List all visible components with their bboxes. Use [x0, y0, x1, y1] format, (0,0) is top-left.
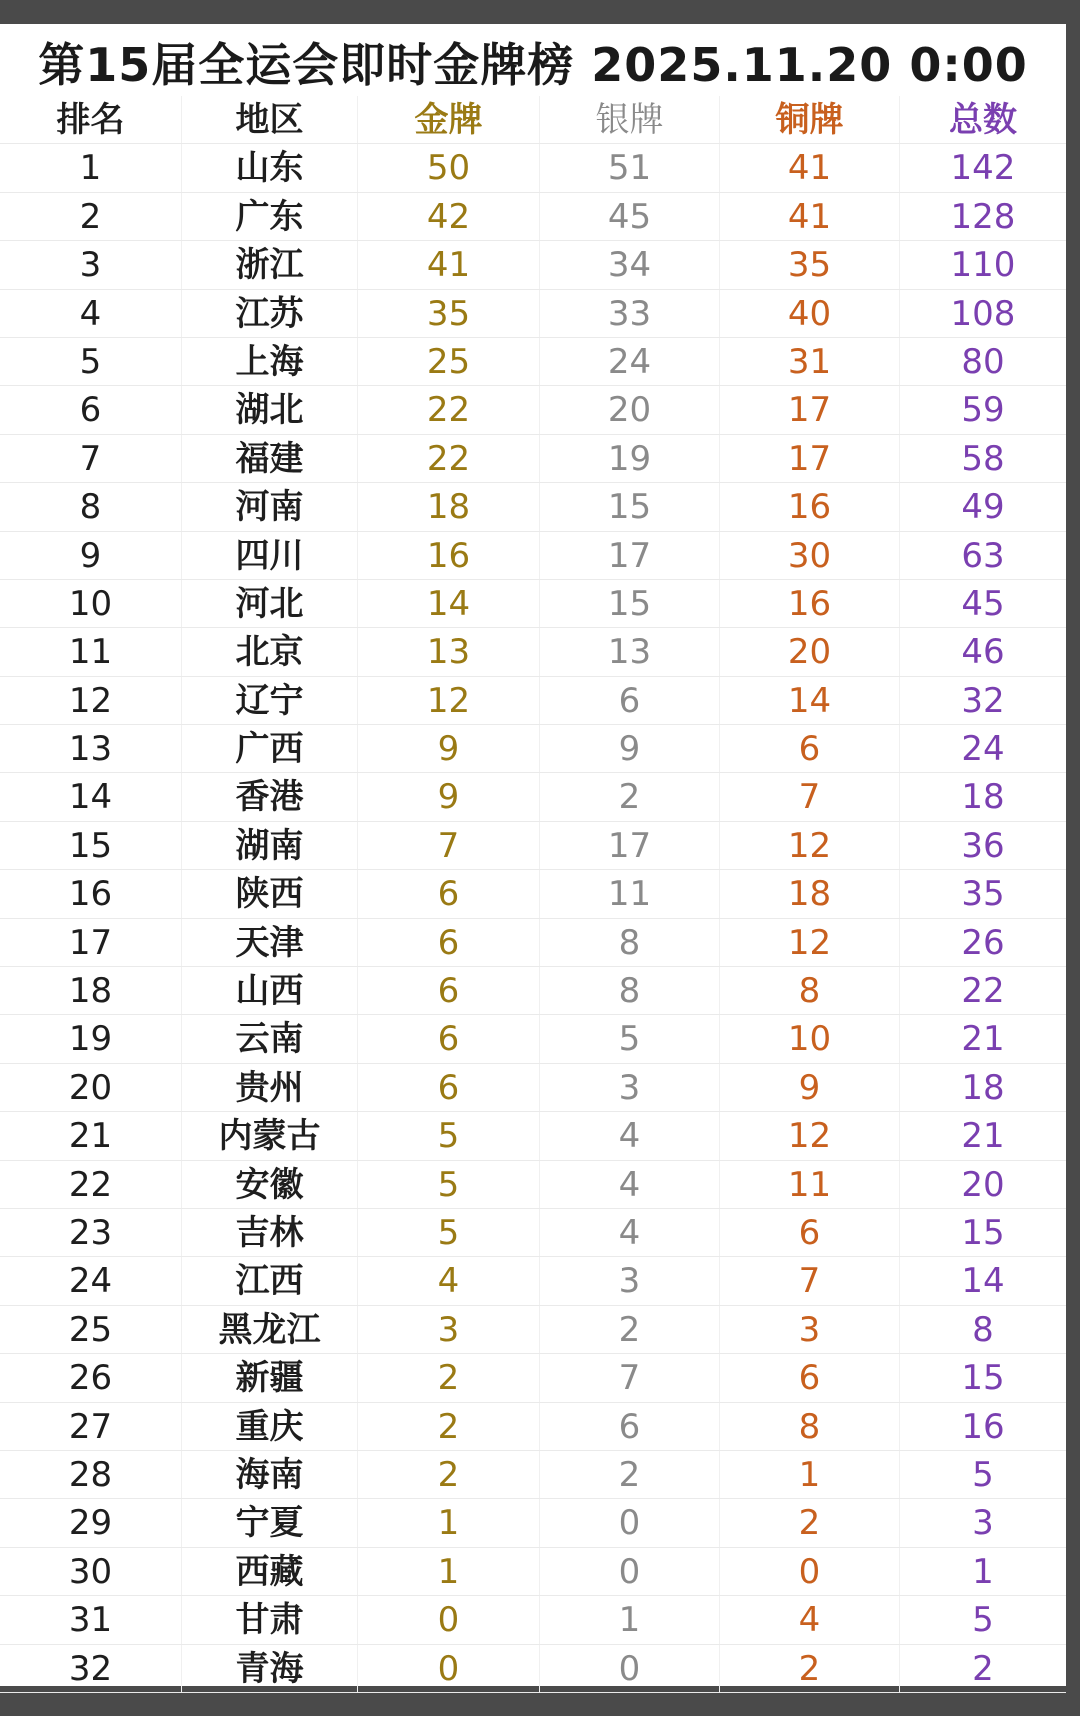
rank-cell: 8	[0, 483, 182, 530]
region-cell: 山东	[182, 144, 358, 191]
rank-cell: 29	[0, 1499, 182, 1546]
bronze-count-cell: 11	[720, 1161, 900, 1208]
rank-cell: 10	[0, 580, 182, 627]
gold-count-cell: 6	[358, 919, 540, 966]
bronze-count-cell: 6	[720, 1209, 900, 1256]
silver-count-cell: 33	[540, 290, 720, 337]
gold-count-cell: 18	[358, 483, 540, 530]
gold-count-cell: 35	[358, 290, 540, 337]
total-count-cell: 36	[961, 825, 1005, 866]
gold-count-cell: 1	[358, 1499, 540, 1546]
silver-count-cell: 0	[540, 1548, 720, 1595]
gold-count-cell: 50	[358, 144, 540, 191]
silver-count-cell: 3	[540, 1257, 720, 1304]
gold-count-cell: 13	[358, 628, 540, 675]
region-cell: 北京	[182, 628, 358, 675]
region-cell: 香港	[182, 773, 358, 820]
gold-count-cell: 6	[358, 967, 540, 1014]
total-count-cell: 16	[961, 1406, 1005, 1447]
region-cell: 天津	[182, 919, 358, 966]
rank-cell: 21	[0, 1112, 182, 1159]
bronze-count-cell: 20	[720, 628, 900, 675]
total-count-cell: 21	[961, 1116, 1005, 1157]
rank-cell: 22	[0, 1161, 182, 1208]
silver-count-cell: 34	[540, 241, 720, 288]
table-row	[0, 241, 1066, 289]
silver-count-cell: 5	[540, 1015, 720, 1062]
gold-count-cell: 9	[358, 773, 540, 820]
table-row	[0, 1548, 1066, 1596]
table-row	[0, 1064, 1066, 1112]
medal-sheet	[0, 24, 1066, 1689]
table-header-row	[0, 96, 1066, 144]
table-row	[0, 677, 1066, 725]
total-count-cell: 1	[972, 1551, 994, 1592]
region-cell: 贵州	[182, 1064, 358, 1111]
bronze-count-cell: 40	[720, 290, 900, 337]
bronze-count-cell: 41	[720, 193, 900, 240]
bronze-count-cell: 8	[720, 1403, 900, 1450]
gold-count-cell: 2	[358, 1354, 540, 1401]
table-row	[0, 919, 1066, 967]
total-count-cell: 80	[961, 341, 1005, 382]
total-count-cell: 21	[961, 1019, 1005, 1060]
total-count-cell: 128	[950, 196, 1016, 237]
total-count-cell: 24	[961, 729, 1005, 770]
table-row	[0, 338, 1066, 386]
total-count-cell: 110	[950, 245, 1016, 286]
total-count-cell: 142	[950, 148, 1016, 189]
bronze-count-cell: 14	[720, 677, 900, 724]
region-cell: 宁夏	[182, 1499, 358, 1546]
silver-count-cell: 0	[540, 1499, 720, 1546]
total-count-cell: 8	[972, 1309, 994, 1350]
bronze-count-cell: 16	[720, 483, 900, 530]
total-count-cell: 18	[961, 777, 1005, 818]
total-count-cell: 22	[961, 971, 1005, 1012]
gold-count-cell: 0	[358, 1596, 540, 1643]
rank-cell: 5	[0, 338, 182, 385]
region-cell: 山西	[182, 967, 358, 1014]
table-row	[0, 1403, 1066, 1451]
table-row	[0, 290, 1066, 338]
table-row	[0, 1596, 1066, 1644]
table-row	[0, 1015, 1066, 1063]
total-count-cell: 26	[961, 922, 1005, 963]
table-row	[0, 1499, 1066, 1547]
rank-cell: 24	[0, 1257, 182, 1304]
bronze-count-cell: 1	[720, 1451, 900, 1498]
gold-count-cell: 2	[358, 1451, 540, 1498]
rank-cell: 31	[0, 1596, 182, 1643]
rank-cell: 12	[0, 677, 182, 724]
silver-count-cell: 24	[540, 338, 720, 385]
region-cell: 西藏	[182, 1548, 358, 1595]
column-header-total: 总数	[949, 100, 1017, 140]
medal-table	[0, 96, 1066, 1693]
rank-cell: 11	[0, 628, 182, 675]
silver-count-cell: 4	[540, 1161, 720, 1208]
rank-cell: 17	[0, 919, 182, 966]
gold-count-cell: 5	[358, 1209, 540, 1256]
gold-count-cell: 41	[358, 241, 540, 288]
bronze-count-cell: 7	[720, 1257, 900, 1304]
table-row	[0, 822, 1066, 870]
total-count-cell: 108	[950, 293, 1016, 334]
table-row	[0, 1645, 1066, 1693]
rank-cell: 27	[0, 1403, 182, 1450]
table-row	[0, 435, 1066, 483]
table-row	[0, 1161, 1066, 1209]
total-count-cell: 15	[961, 1212, 1005, 1253]
silver-count-cell: 11	[540, 870, 720, 917]
region-cell: 黑龙江	[182, 1306, 358, 1353]
total-count-cell: 45	[961, 583, 1005, 624]
bronze-count-cell: 30	[720, 532, 900, 579]
silver-count-cell: 7	[540, 1354, 720, 1401]
gold-count-cell: 25	[358, 338, 540, 385]
page-title: 第15届全运会即时金牌榜 2025.11.20 0:00	[38, 38, 1028, 92]
region-cell: 广东	[182, 193, 358, 240]
region-cell: 上海	[182, 338, 358, 385]
silver-count-cell: 8	[540, 919, 720, 966]
gold-count-cell: 5	[358, 1161, 540, 1208]
rank-cell: 28	[0, 1451, 182, 1498]
bronze-count-cell: 7	[720, 773, 900, 820]
total-count-cell: 15	[961, 1358, 1005, 1399]
bronze-count-cell: 17	[720, 386, 900, 433]
table-row	[0, 1354, 1066, 1402]
bronze-count-cell: 9	[720, 1064, 900, 1111]
total-count-cell: 5	[972, 1600, 994, 1641]
table-row	[0, 1209, 1066, 1257]
table-row	[0, 1451, 1066, 1499]
table-row	[0, 967, 1066, 1015]
silver-count-cell: 0	[540, 1645, 720, 1692]
total-count-cell: 2	[972, 1648, 994, 1689]
column-header-gold: 金牌	[358, 96, 540, 143]
rank-cell: 3	[0, 241, 182, 288]
bronze-count-cell: 12	[720, 1112, 900, 1159]
column-header-region: 地区	[182, 96, 358, 143]
total-count-cell: 20	[961, 1164, 1005, 1205]
total-count-cell: 18	[961, 1067, 1005, 1108]
silver-count-cell: 3	[540, 1064, 720, 1111]
silver-count-cell: 20	[540, 386, 720, 433]
silver-count-cell: 15	[540, 580, 720, 627]
rank-cell: 32	[0, 1645, 182, 1692]
region-cell: 海南	[182, 1451, 358, 1498]
rank-cell: 4	[0, 290, 182, 337]
table-row	[0, 193, 1066, 241]
rank-cell: 1	[0, 144, 182, 191]
bronze-count-cell: 17	[720, 435, 900, 482]
table-row	[0, 1112, 1066, 1160]
gold-count-cell: 4	[358, 1257, 540, 1304]
region-cell: 重庆	[182, 1403, 358, 1450]
region-cell: 新疆	[182, 1354, 358, 1401]
bronze-count-cell: 8	[720, 967, 900, 1014]
gold-count-cell: 12	[358, 677, 540, 724]
rank-cell: 15	[0, 822, 182, 869]
bronze-count-cell: 2	[720, 1645, 900, 1692]
column-header-rank: 排名	[0, 96, 182, 143]
gold-count-cell: 0	[358, 1645, 540, 1692]
rank-cell: 25	[0, 1306, 182, 1353]
rank-cell: 16	[0, 870, 182, 917]
bronze-count-cell: 41	[720, 144, 900, 191]
bronze-count-cell: 12	[720, 822, 900, 869]
bronze-count-cell: 18	[720, 870, 900, 917]
region-cell: 广西	[182, 725, 358, 772]
region-cell: 湖北	[182, 386, 358, 433]
region-cell: 浙江	[182, 241, 358, 288]
gold-count-cell: 6	[358, 870, 540, 917]
silver-count-cell: 2	[540, 1451, 720, 1498]
table-row	[0, 144, 1066, 192]
total-count-cell: 5	[972, 1454, 994, 1495]
rank-cell: 2	[0, 193, 182, 240]
silver-count-cell: 51	[540, 144, 720, 191]
region-cell: 湖南	[182, 822, 358, 869]
gold-count-cell: 22	[358, 435, 540, 482]
table-row	[0, 1306, 1066, 1354]
column-header-bronze: 铜牌	[720, 96, 900, 143]
rank-cell: 20	[0, 1064, 182, 1111]
region-cell: 辽宁	[182, 677, 358, 724]
region-cell: 江西	[182, 1257, 358, 1304]
bronze-count-cell: 10	[720, 1015, 900, 1062]
region-cell: 云南	[182, 1015, 358, 1062]
region-cell: 安徽	[182, 1161, 358, 1208]
region-cell: 河南	[182, 483, 358, 530]
total-count-cell: 49	[961, 487, 1005, 528]
bronze-count-cell: 12	[720, 919, 900, 966]
gold-count-cell: 42	[358, 193, 540, 240]
bronze-count-cell: 35	[720, 241, 900, 288]
rank-cell: 6	[0, 386, 182, 433]
silver-count-cell: 4	[540, 1209, 720, 1256]
region-cell: 陕西	[182, 870, 358, 917]
region-cell: 青海	[182, 1645, 358, 1692]
gold-count-cell: 3	[358, 1306, 540, 1353]
rank-cell: 7	[0, 435, 182, 482]
bronze-count-cell: 16	[720, 580, 900, 627]
silver-count-cell: 19	[540, 435, 720, 482]
gold-count-cell: 7	[358, 822, 540, 869]
total-count-cell: 58	[961, 438, 1005, 479]
table-row	[0, 483, 1066, 531]
table-row	[0, 532, 1066, 580]
silver-count-cell: 2	[540, 773, 720, 820]
silver-count-cell: 45	[540, 193, 720, 240]
total-count-cell: 46	[961, 632, 1005, 673]
total-count-cell: 32	[961, 680, 1005, 721]
region-cell: 吉林	[182, 1209, 358, 1256]
total-count-cell: 3	[972, 1503, 994, 1544]
region-cell: 江苏	[182, 290, 358, 337]
total-count-cell: 59	[961, 390, 1005, 431]
total-count-cell: 14	[961, 1261, 1005, 1302]
silver-count-cell: 4	[540, 1112, 720, 1159]
table-body	[0, 144, 1066, 1693]
rank-cell: 26	[0, 1354, 182, 1401]
gold-count-cell: 9	[358, 725, 540, 772]
gold-count-cell: 16	[358, 532, 540, 579]
gold-count-cell: 6	[358, 1015, 540, 1062]
silver-count-cell: 17	[540, 822, 720, 869]
silver-count-cell: 15	[540, 483, 720, 530]
total-count-cell: 63	[961, 535, 1005, 576]
table-row	[0, 580, 1066, 628]
region-cell: 河北	[182, 580, 358, 627]
column-header-silver: 银牌	[540, 96, 720, 143]
total-count-cell: 35	[961, 874, 1005, 915]
gold-count-cell: 14	[358, 580, 540, 627]
silver-count-cell: 1	[540, 1596, 720, 1643]
table-row	[0, 870, 1066, 918]
silver-count-cell: 9	[540, 725, 720, 772]
bronze-count-cell: 4	[720, 1596, 900, 1643]
silver-count-cell: 17	[540, 532, 720, 579]
silver-count-cell: 13	[540, 628, 720, 675]
bronze-count-cell: 31	[720, 338, 900, 385]
region-cell: 四川	[182, 532, 358, 579]
rank-cell: 9	[0, 532, 182, 579]
silver-count-cell: 2	[540, 1306, 720, 1353]
gold-count-cell: 1	[358, 1548, 540, 1595]
silver-count-cell: 6	[540, 677, 720, 724]
bronze-count-cell: 3	[720, 1306, 900, 1353]
bronze-count-cell: 6	[720, 1354, 900, 1401]
table-row	[0, 725, 1066, 773]
bronze-count-cell: 2	[720, 1499, 900, 1546]
rank-cell: 19	[0, 1015, 182, 1062]
table-row	[0, 628, 1066, 676]
silver-count-cell: 6	[540, 1403, 720, 1450]
region-cell: 福建	[182, 435, 358, 482]
rank-cell: 23	[0, 1209, 182, 1256]
bronze-count-cell: 6	[720, 725, 900, 772]
rank-cell: 30	[0, 1548, 182, 1595]
region-cell: 内蒙古	[182, 1112, 358, 1159]
rank-cell: 14	[0, 773, 182, 820]
gold-count-cell: 2	[358, 1403, 540, 1450]
gold-count-cell: 5	[358, 1112, 540, 1159]
gold-count-cell: 22	[358, 386, 540, 433]
region-cell: 甘肃	[182, 1596, 358, 1643]
table-row	[0, 1257, 1066, 1305]
bronze-count-cell: 0	[720, 1548, 900, 1595]
silver-count-cell: 8	[540, 967, 720, 1014]
rank-cell: 13	[0, 725, 182, 772]
gold-count-cell: 6	[358, 1064, 540, 1111]
rank-cell: 18	[0, 967, 182, 1014]
table-row	[0, 773, 1066, 821]
table-row	[0, 386, 1066, 434]
